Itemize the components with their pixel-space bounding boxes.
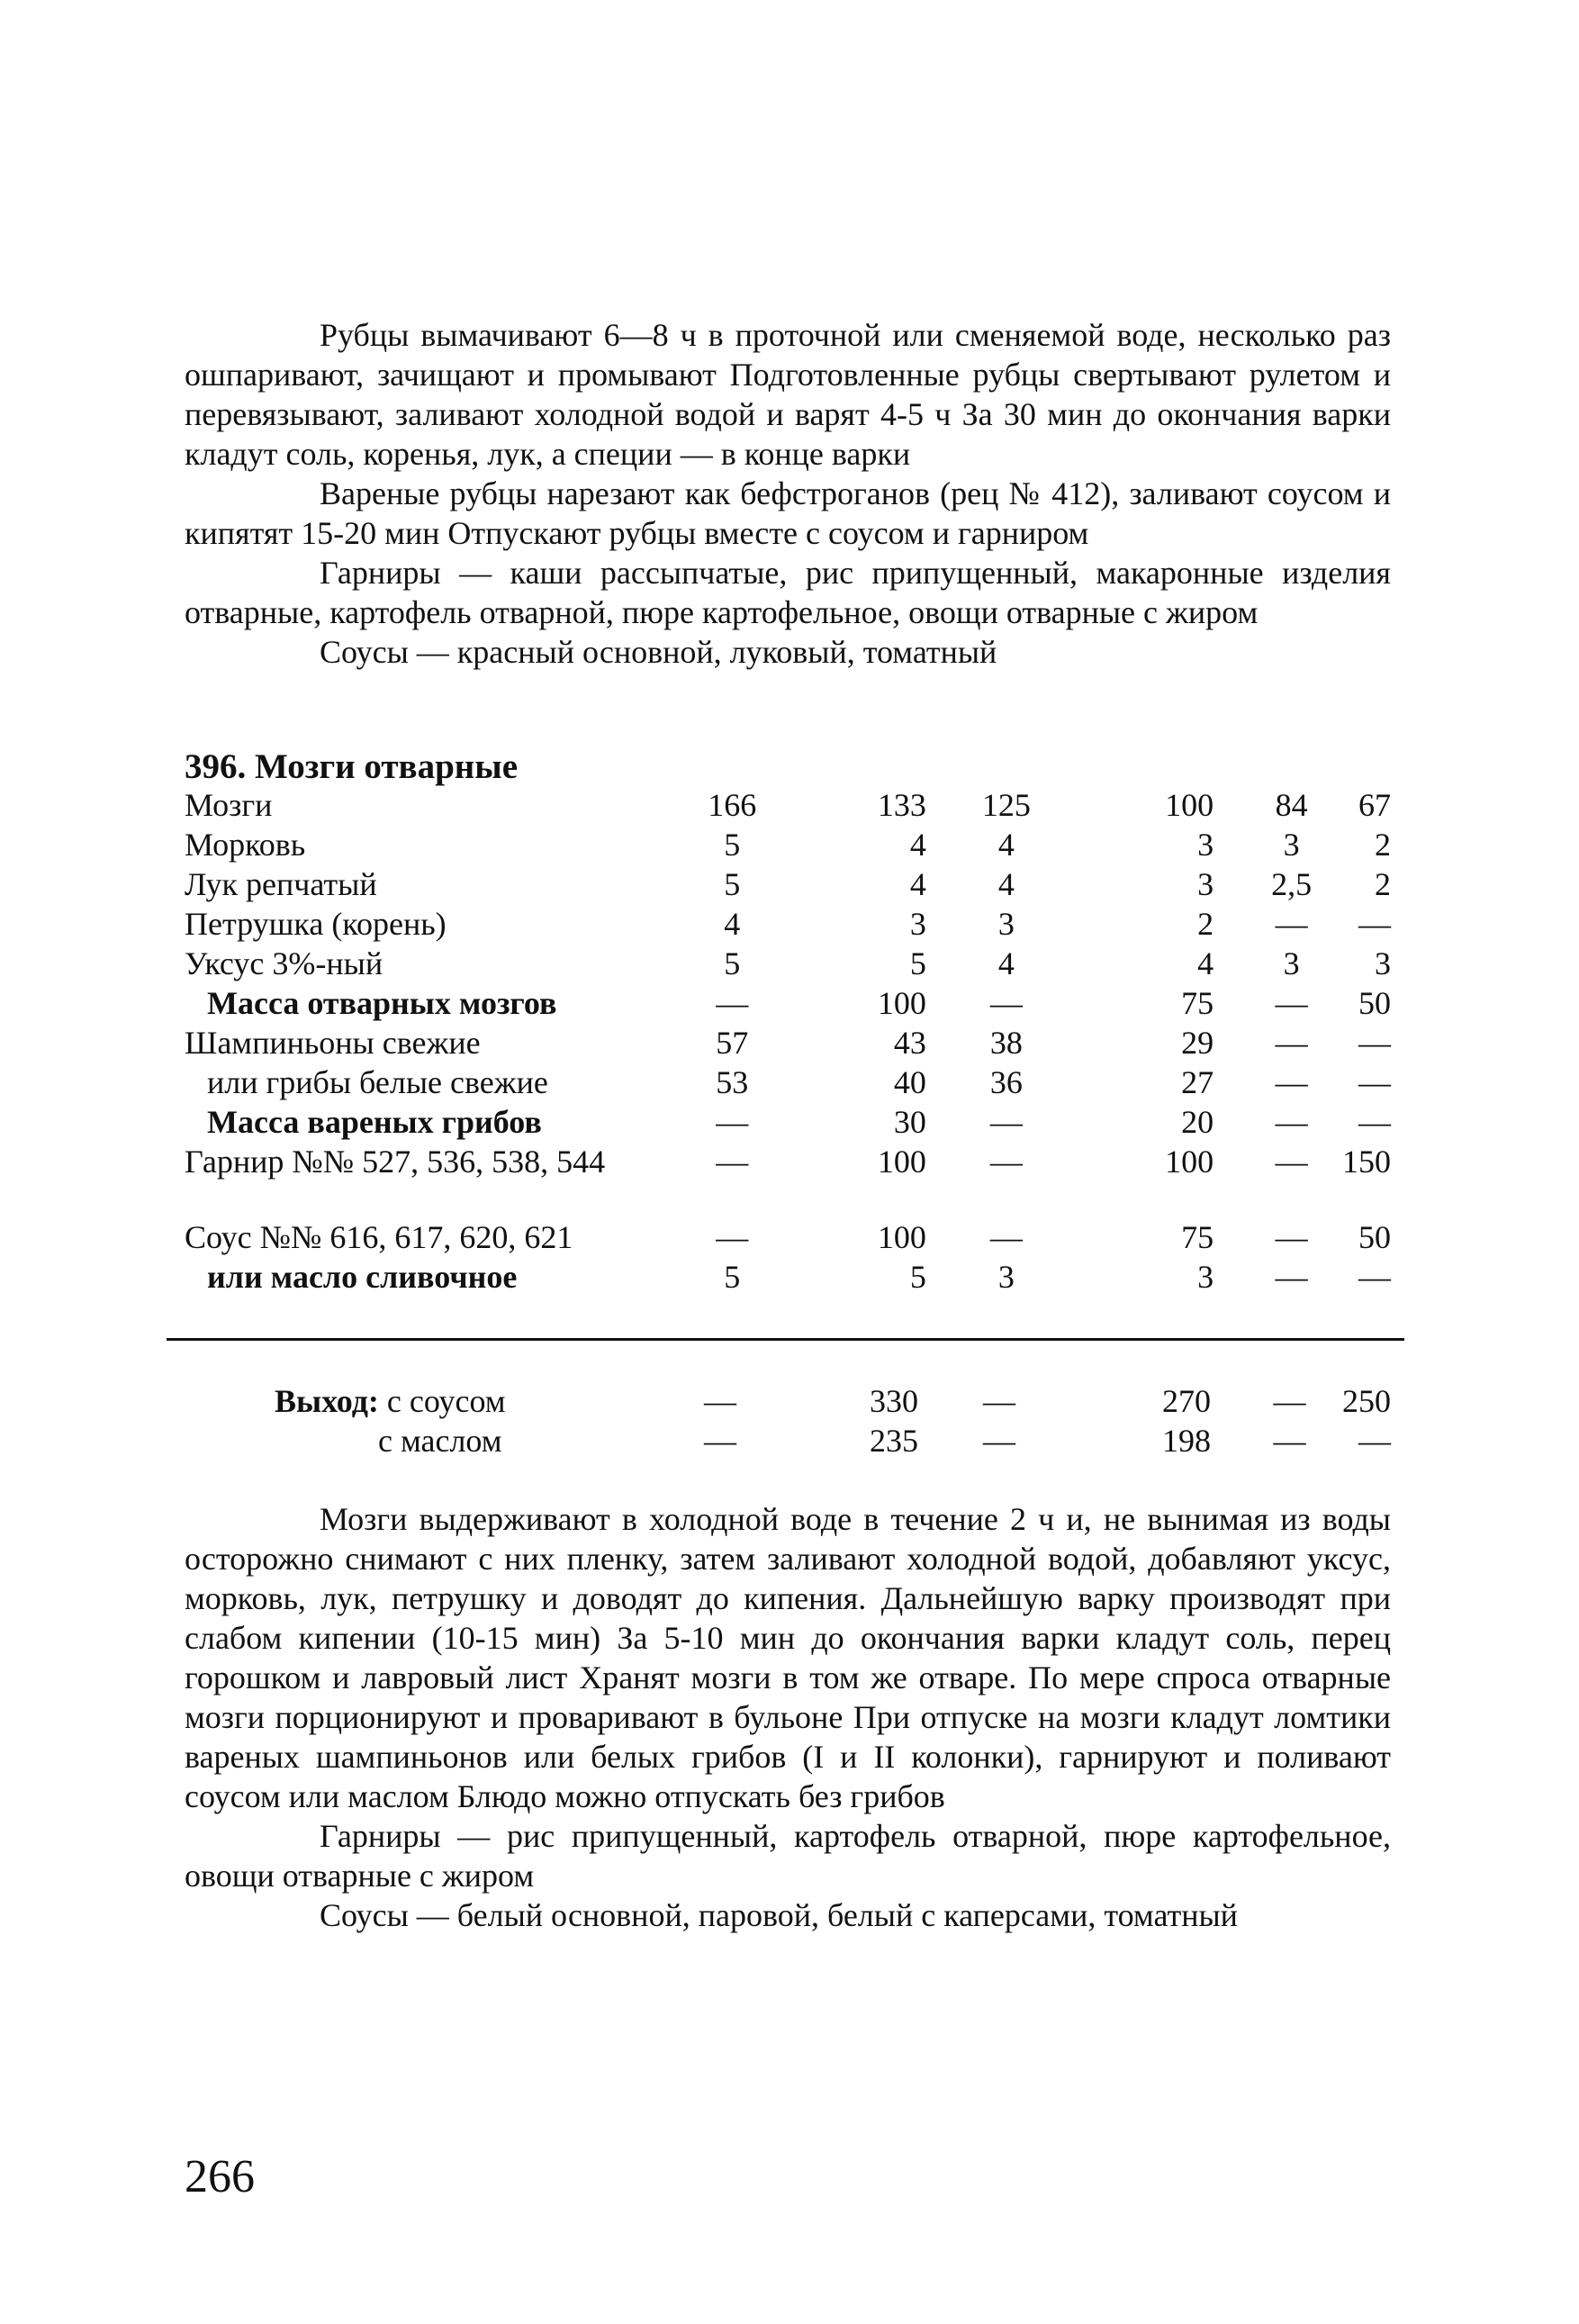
table-row [185, 786, 1391, 826]
value-cell: 5 [724, 866, 741, 902]
value-cell: — [1273, 1383, 1306, 1419]
instructions-text [185, 1499, 1391, 1935]
value-cell: 5 [724, 827, 741, 863]
value-cell: 29 [1181, 1025, 1214, 1061]
value-cell: 5 [909, 1259, 926, 1295]
value-cell: 150 [1342, 1144, 1391, 1180]
value-cell: 4 [909, 827, 926, 863]
value-cell: — [1275, 1219, 1308, 1255]
value-cell: 5 [909, 945, 926, 981]
value-cell: 166 [708, 787, 757, 823]
value-cell: 2 [1375, 866, 1391, 902]
ingredient-name: Петрушка (корень) [185, 906, 447, 942]
value-cell: 2 [1375, 827, 1391, 863]
value-cell: 125 [981, 787, 1031, 823]
paragraph: Соусы — белый основной, паровой, белый с каперсами, томатный [320, 1897, 1238, 1933]
table-divider [167, 1338, 1404, 1341]
ingredient-name: Соус №№ 616, 617, 620, 621 [185, 1219, 573, 1255]
value-cell: 100 [877, 985, 926, 1021]
value-cell: — [1275, 985, 1308, 1021]
ingredient-name: Уксус 3%-ный [185, 945, 383, 981]
intro-text [185, 315, 1391, 672]
value-cell: — [716, 1144, 749, 1180]
table-row [185, 984, 1391, 1024]
value-cell: 4 [997, 827, 1015, 863]
value-cell: — [1275, 1144, 1308, 1180]
value-cell: — [989, 1219, 1023, 1255]
value-cell: 330 [870, 1383, 918, 1419]
value-cell: 3 [1375, 945, 1391, 981]
value-cell: 3 [997, 1259, 1015, 1295]
value-cell: 4 [997, 945, 1015, 981]
value-cell: 27 [1181, 1064, 1214, 1100]
value-cell: — [1275, 1259, 1308, 1295]
value-cell: 84 [1275, 787, 1308, 823]
value-cell: 250 [1342, 1383, 1391, 1419]
value-cell: 36 [989, 1064, 1023, 1100]
yield-row [185, 1422, 1391, 1461]
value-cell: — [1358, 1104, 1391, 1140]
value-cell: 3 [1197, 1259, 1214, 1295]
subtotal-name: Масса вареных грибов [207, 1104, 542, 1140]
value-cell: — [1275, 1104, 1308, 1140]
ingredient-name: или масло сливочное [207, 1259, 518, 1295]
value-cell: 53 [716, 1064, 749, 1100]
value-cell: 4 [724, 906, 741, 942]
value-cell: 20 [1181, 1104, 1214, 1140]
ingredients-table [185, 786, 1391, 1298]
value-cell: 100 [877, 1144, 926, 1180]
value-cell: 43 [893, 1025, 926, 1061]
value-cell: 30 [893, 1104, 926, 1140]
value-cell: — [989, 1104, 1023, 1140]
ingredient-name: Лук репчатый [185, 866, 377, 902]
table-row [185, 1024, 1391, 1063]
table-row [185, 826, 1391, 865]
paragraph: Рубцы вымачивают 6—8 ч в проточной или сменяемой воде, несколько раз ошпаривают, зачищают и промывают Подготовленные рубцы свертывают рулетом и перевязывают, заливают холодной водой и варят 4-5 ч За 30 мин до окончания варки кладут соль, коренья, лук, а специи — в конце варки [185, 317, 1391, 472]
value-cell: — [716, 1104, 749, 1140]
value-cell: 75 [1181, 985, 1214, 1021]
yield-name [185, 1422, 675, 1461]
value-cell: 3 [909, 906, 926, 942]
value-cell: 4 [909, 866, 926, 902]
ingredient-name: Морковь [185, 827, 306, 863]
recipe-title: 396. Мозги отварные [185, 747, 519, 786]
value-cell: 4 [997, 866, 1015, 902]
paragraph: Вареные рубцы нарезают как бефстроганов (рец № 412), заливают соусом и кипятят 15-20 мин Отпускают рубцы вместе с соусом и гарниром [185, 475, 1391, 551]
value-cell: 270 [1162, 1383, 1211, 1419]
value-cell: 50 [1358, 1219, 1391, 1255]
value-cell: 100 [1165, 787, 1214, 823]
yield-table [185, 1382, 1391, 1461]
table-row [185, 945, 1391, 984]
page-number: 266 [185, 2151, 255, 2202]
value-cell: 198 [1162, 1423, 1211, 1459]
ingredient-name: Шампиньоны свежие [185, 1025, 481, 1061]
value-cell: 3 [1283, 827, 1300, 863]
value-cell: 2 [1197, 906, 1214, 942]
value-cell: 40 [893, 1064, 926, 1100]
yield-variant: с маслом [378, 1423, 502, 1459]
value-cell: 3 [1197, 866, 1214, 902]
ingredient-name: Мозги [185, 787, 273, 823]
ingredient-name: или грибы белые свежие [207, 1064, 548, 1100]
value-cell: 57 [716, 1025, 749, 1061]
value-cell: 38 [989, 1025, 1023, 1061]
ingredient-name: Гарнир №№ 527, 536, 538, 544 [185, 1144, 606, 1180]
value-cell: — [1275, 1025, 1308, 1061]
value-cell: 100 [877, 1219, 926, 1255]
value-cell: — [1275, 1064, 1308, 1100]
value-cell: 133 [877, 787, 926, 823]
value-cell: — [989, 985, 1023, 1021]
paragraph: Мозги выдерживают в холодной воде в течение 2 ч и, не вынимая из воды осторожно снимают с них пленку, затем заливают холодной водой, добавляют уксус, морковь, лук, петрушку и доводят до кипения. Дальнейшую варку производят при слабом кипении (10-15 мин) За 5-10 мин до окончания варки кладут соль, перец горошком и лавровый лист Хранят мозги в том же отваре. По мере спроса отварные мозги порционируют и проваривают в бульоне При отпуске на мозги кладут ломтики вареных шампиньонов или белых грибов (I и II колонки), гарнируют и поливают соусом или маслом Блюдо можно отпускать без грибов [185, 1501, 1391, 1814]
value-cell: — [704, 1423, 736, 1459]
value-cell: 235 [870, 1423, 918, 1459]
yield-name [185, 1382, 675, 1422]
value-cell: — [1358, 1423, 1391, 1459]
value-cell: 3 [1197, 827, 1214, 863]
paragraph: Соусы — красный основной, луковый, томатный [320, 634, 997, 670]
value-cell: 2,5 [1271, 866, 1313, 902]
value-cell: — [983, 1423, 1015, 1459]
yield-variant: с соусом [386, 1383, 506, 1419]
table-row [185, 1063, 1391, 1103]
value-cell: 67 [1358, 787, 1391, 823]
value-cell: — [1358, 1259, 1391, 1295]
table-row [185, 1258, 1391, 1298]
value-cell: — [1275, 906, 1308, 942]
table-row [185, 905, 1391, 945]
value-cell: 100 [1165, 1144, 1214, 1180]
value-cell: 75 [1181, 1219, 1214, 1255]
value-cell: 5 [724, 1259, 741, 1295]
paragraph: Гарниры — каши рассыпчатые, рис припущенный, макаронные изделия отварные, картофель отварной, пюре картофельное, овощи отварные с жиром [185, 555, 1391, 630]
value-cell: — [1358, 906, 1391, 942]
value-cell: — [989, 1144, 1023, 1180]
value-cell: 5 [724, 945, 741, 981]
table-row [185, 1103, 1391, 1143]
table-row [185, 1218, 1391, 1258]
value-cell: — [716, 1219, 749, 1255]
value-cell: 4 [1197, 945, 1214, 981]
value-cell: — [983, 1383, 1015, 1419]
value-cell: — [1273, 1423, 1306, 1459]
value-cell: — [704, 1383, 736, 1419]
value-cell: 50 [1358, 985, 1391, 1021]
table-row [185, 1143, 1391, 1218]
yield-label: Выход: [275, 1383, 379, 1419]
yield-row [185, 1382, 1391, 1422]
paragraph: Гарниры — рис припущенный, картофель отварной, пюре картофельное, овощи отварные с жиром [185, 1818, 1391, 1894]
value-cell: — [716, 985, 749, 1021]
value-cell: — [1358, 1064, 1391, 1100]
subtotal-name: Масса отварных мозгов [207, 985, 557, 1021]
value-cell: — [1358, 1025, 1391, 1061]
value-cell: 3 [997, 906, 1015, 942]
value-cell: 3 [1283, 945, 1300, 981]
table-row [185, 865, 1391, 905]
